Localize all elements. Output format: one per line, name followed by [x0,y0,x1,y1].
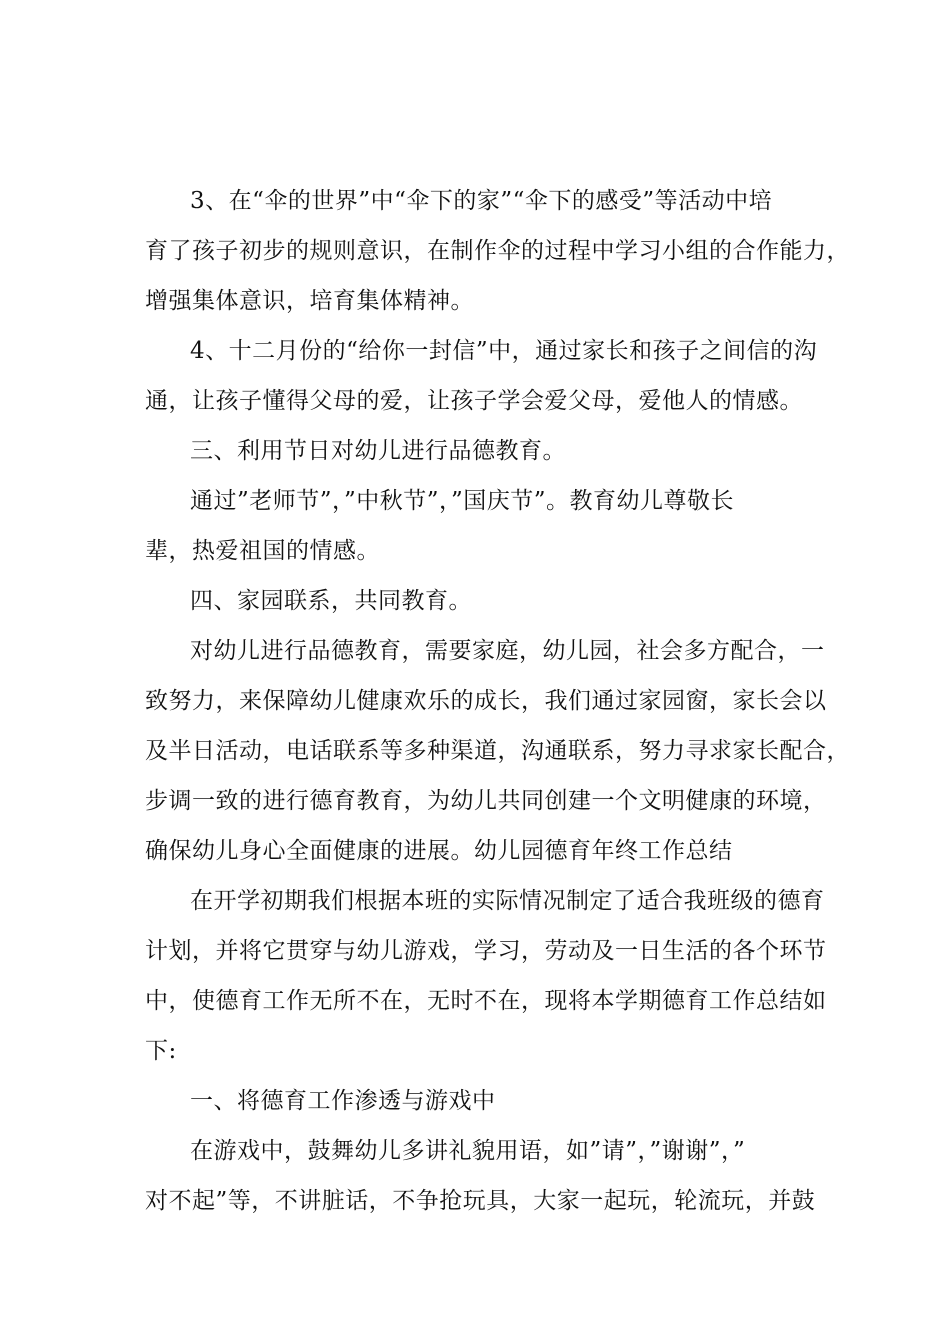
section-heading: 一、将德育工作渗透与游戏中 [190,1088,496,1114]
paragraph-line: 及半日活动，电话联系等多种渠道，沟通联系，努力寻求家长配合， [145,738,850,764]
paragraph-line: 通过”老师节”，”中秋节”，”国庆节”。教育幼儿尊敬长 [190,488,735,514]
paragraph-line: 增强集体意识，培育集体精神。 [145,288,474,314]
paragraph-line: 下: [145,1038,177,1064]
paragraph-line: 辈，热爱祖国的情感。 [145,538,380,564]
section-heading: 三、利用节日对幼儿进行品德教育。 [190,438,566,464]
paragraph-line: 步调一致的进行德育教育，为幼儿共同创建一个文明健康的环境， [145,788,827,814]
section-heading: 四、家园联系，共同教育。 [190,588,472,614]
paragraph-line: 确保幼儿身心全面健康的进展。幼儿园德育年终工作总结 [145,838,733,864]
paragraph-line: 致努力，来保障幼儿健康欢乐的成长，我们通过家园窗，家长会以 [145,688,827,714]
paragraph-line: 在游戏中，鼓舞幼儿多讲礼貌用语，如”请”，”谢谢”，” [190,1138,746,1164]
paragraph-line: 中，使德育工作无所不在，无时不在，现将本学期德育工作总结如 [145,988,827,1014]
paragraph-line: 4、十二月份的“给你一封信”中，通过家长和孩子之间信的沟 [190,338,818,364]
paragraph-line: 对不起”等，不讲脏话，不争抢玩具，大家一起玩，轮流玩，并鼓 [145,1188,816,1214]
paragraph-line: 育了孩子初步的规则意识，在制作伞的过程中学习小组的合作能力， [145,238,850,264]
paragraph-line: 在开学初期我们根据本班的实际情况制定了适合我班级的德育 [190,888,825,914]
paragraph-line: 计划，并将它贯穿与幼儿游戏，学习，劳动及一日生活的各个环节 [145,938,827,964]
paragraph-line: 通，让孩子懂得父母的爱，让孩子学会爱父母，爱他人的情感。 [145,388,803,414]
paragraph-line: 对幼儿进行品德教育，需要家庭，幼儿园，社会多方配合，一 [190,638,825,664]
paragraph-line: 3、在“伞的世界”中“伞下的家”“伞下的感受”等活动中培 [190,188,773,214]
